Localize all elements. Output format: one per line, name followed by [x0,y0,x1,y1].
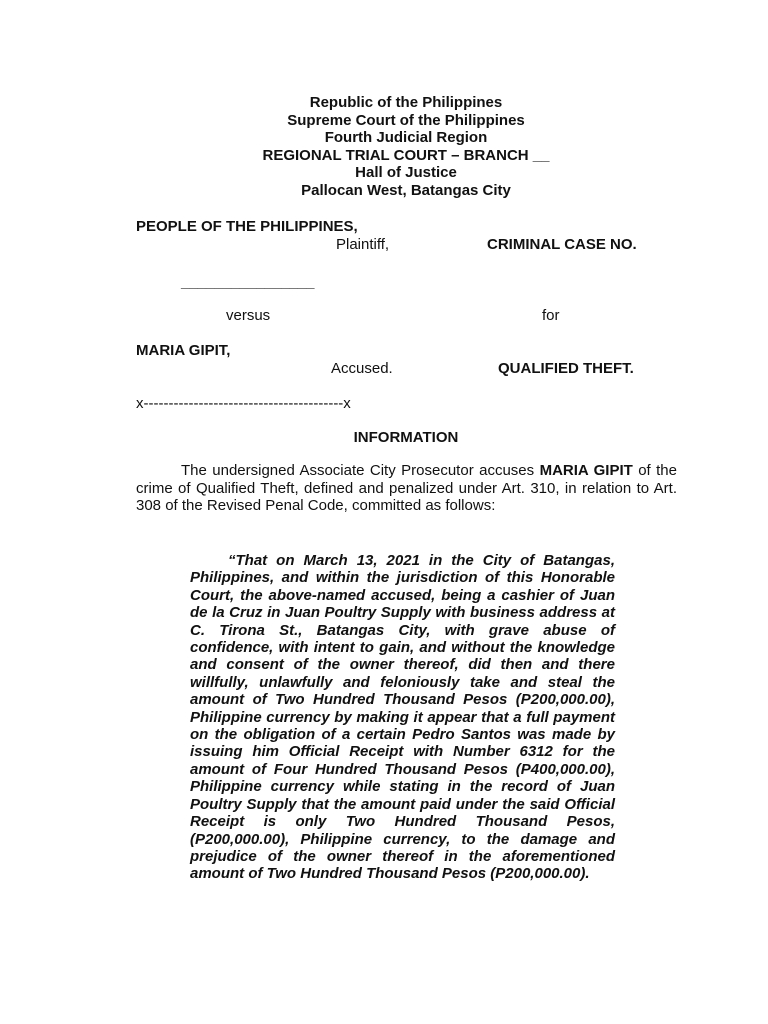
versus-label: versus [226,307,271,324]
document-title: INFORMATION [353,429,459,446]
case-number-blank: ________________ [181,274,315,291]
header-address: Pallocan West, Batangas City [301,181,511,199]
plaintiff-role: Plaintiff, [336,236,390,253]
accused-name: MARIA GIPIT, [136,342,231,359]
header-supreme-court: Supreme Court of the Philippines [287,111,525,129]
accused-role: Accused. [331,360,393,377]
information-paragraph [136,462,677,515]
intro-text-2: of the crime of Qualified Theft, defined and penalized under Art. 310, in relation to Art. 308 of the Revised Penal Code, committed as follows: [136,462,677,514]
header-hall-of-justice: Hall of Justice [355,164,457,181]
quote-text: “That on March 13, 2021 in the City of Batangas, Philippines, and within the jurisdiction of this Honorable Court, the above-named accused, being a cashier of Juan de la Cruz in Juan Poultry Supply with business address at C. Tirona St., Batangas City, with grave abuse of confidence, with intent to gain, and without the knowledge and consent of the owner thereof, did then and there willfully, unlawfully and feloniously take and steal the amount of Two Hundred Thousand Pesos (P200,000.00), Philippine currency by making it appear that a full payment on the obligation of a certain Pedro Santos was made by issuing him Official Receipt with Number 6312 for the amount of Four Hundred Thousand Pesos (P400,000.00), Philippine currency while stating in the record of Juan Poultry Supply that the amount paid under the said Official Receipt is only Two Hundred Thousand Pesos, (P200,000.00), Philippine currency, to the damage and prejudice of the owner thereof in the aforementioned amount of Two Hundred Thousand Pesos (P200,000.00). [190,552,615,883]
case-number-label: CRIMINAL CASE NO. [487,236,637,253]
accusatory-quote [190,552,615,883]
header-judicial-region: Fourth Judicial Region [324,129,488,146]
court-header [0,94,768,199]
accused-name-bold: MARIA GIPIT [539,462,633,479]
plaintiff-name: PEOPLE OF THE PHILIPPINES, [136,218,358,235]
header-trial-court: REGIONAL TRIAL COURT – BRANCH __ [262,146,550,164]
intro-text-1: The undersigned Associate City Prosecutor accuses [181,462,540,479]
caption-separator: x----------------------------------------x [136,395,351,412]
offense-label: QUALIFIED THEFT. [498,360,634,377]
for-label: for [542,307,560,324]
header-republic: Republic of the Philippines [309,94,503,111]
